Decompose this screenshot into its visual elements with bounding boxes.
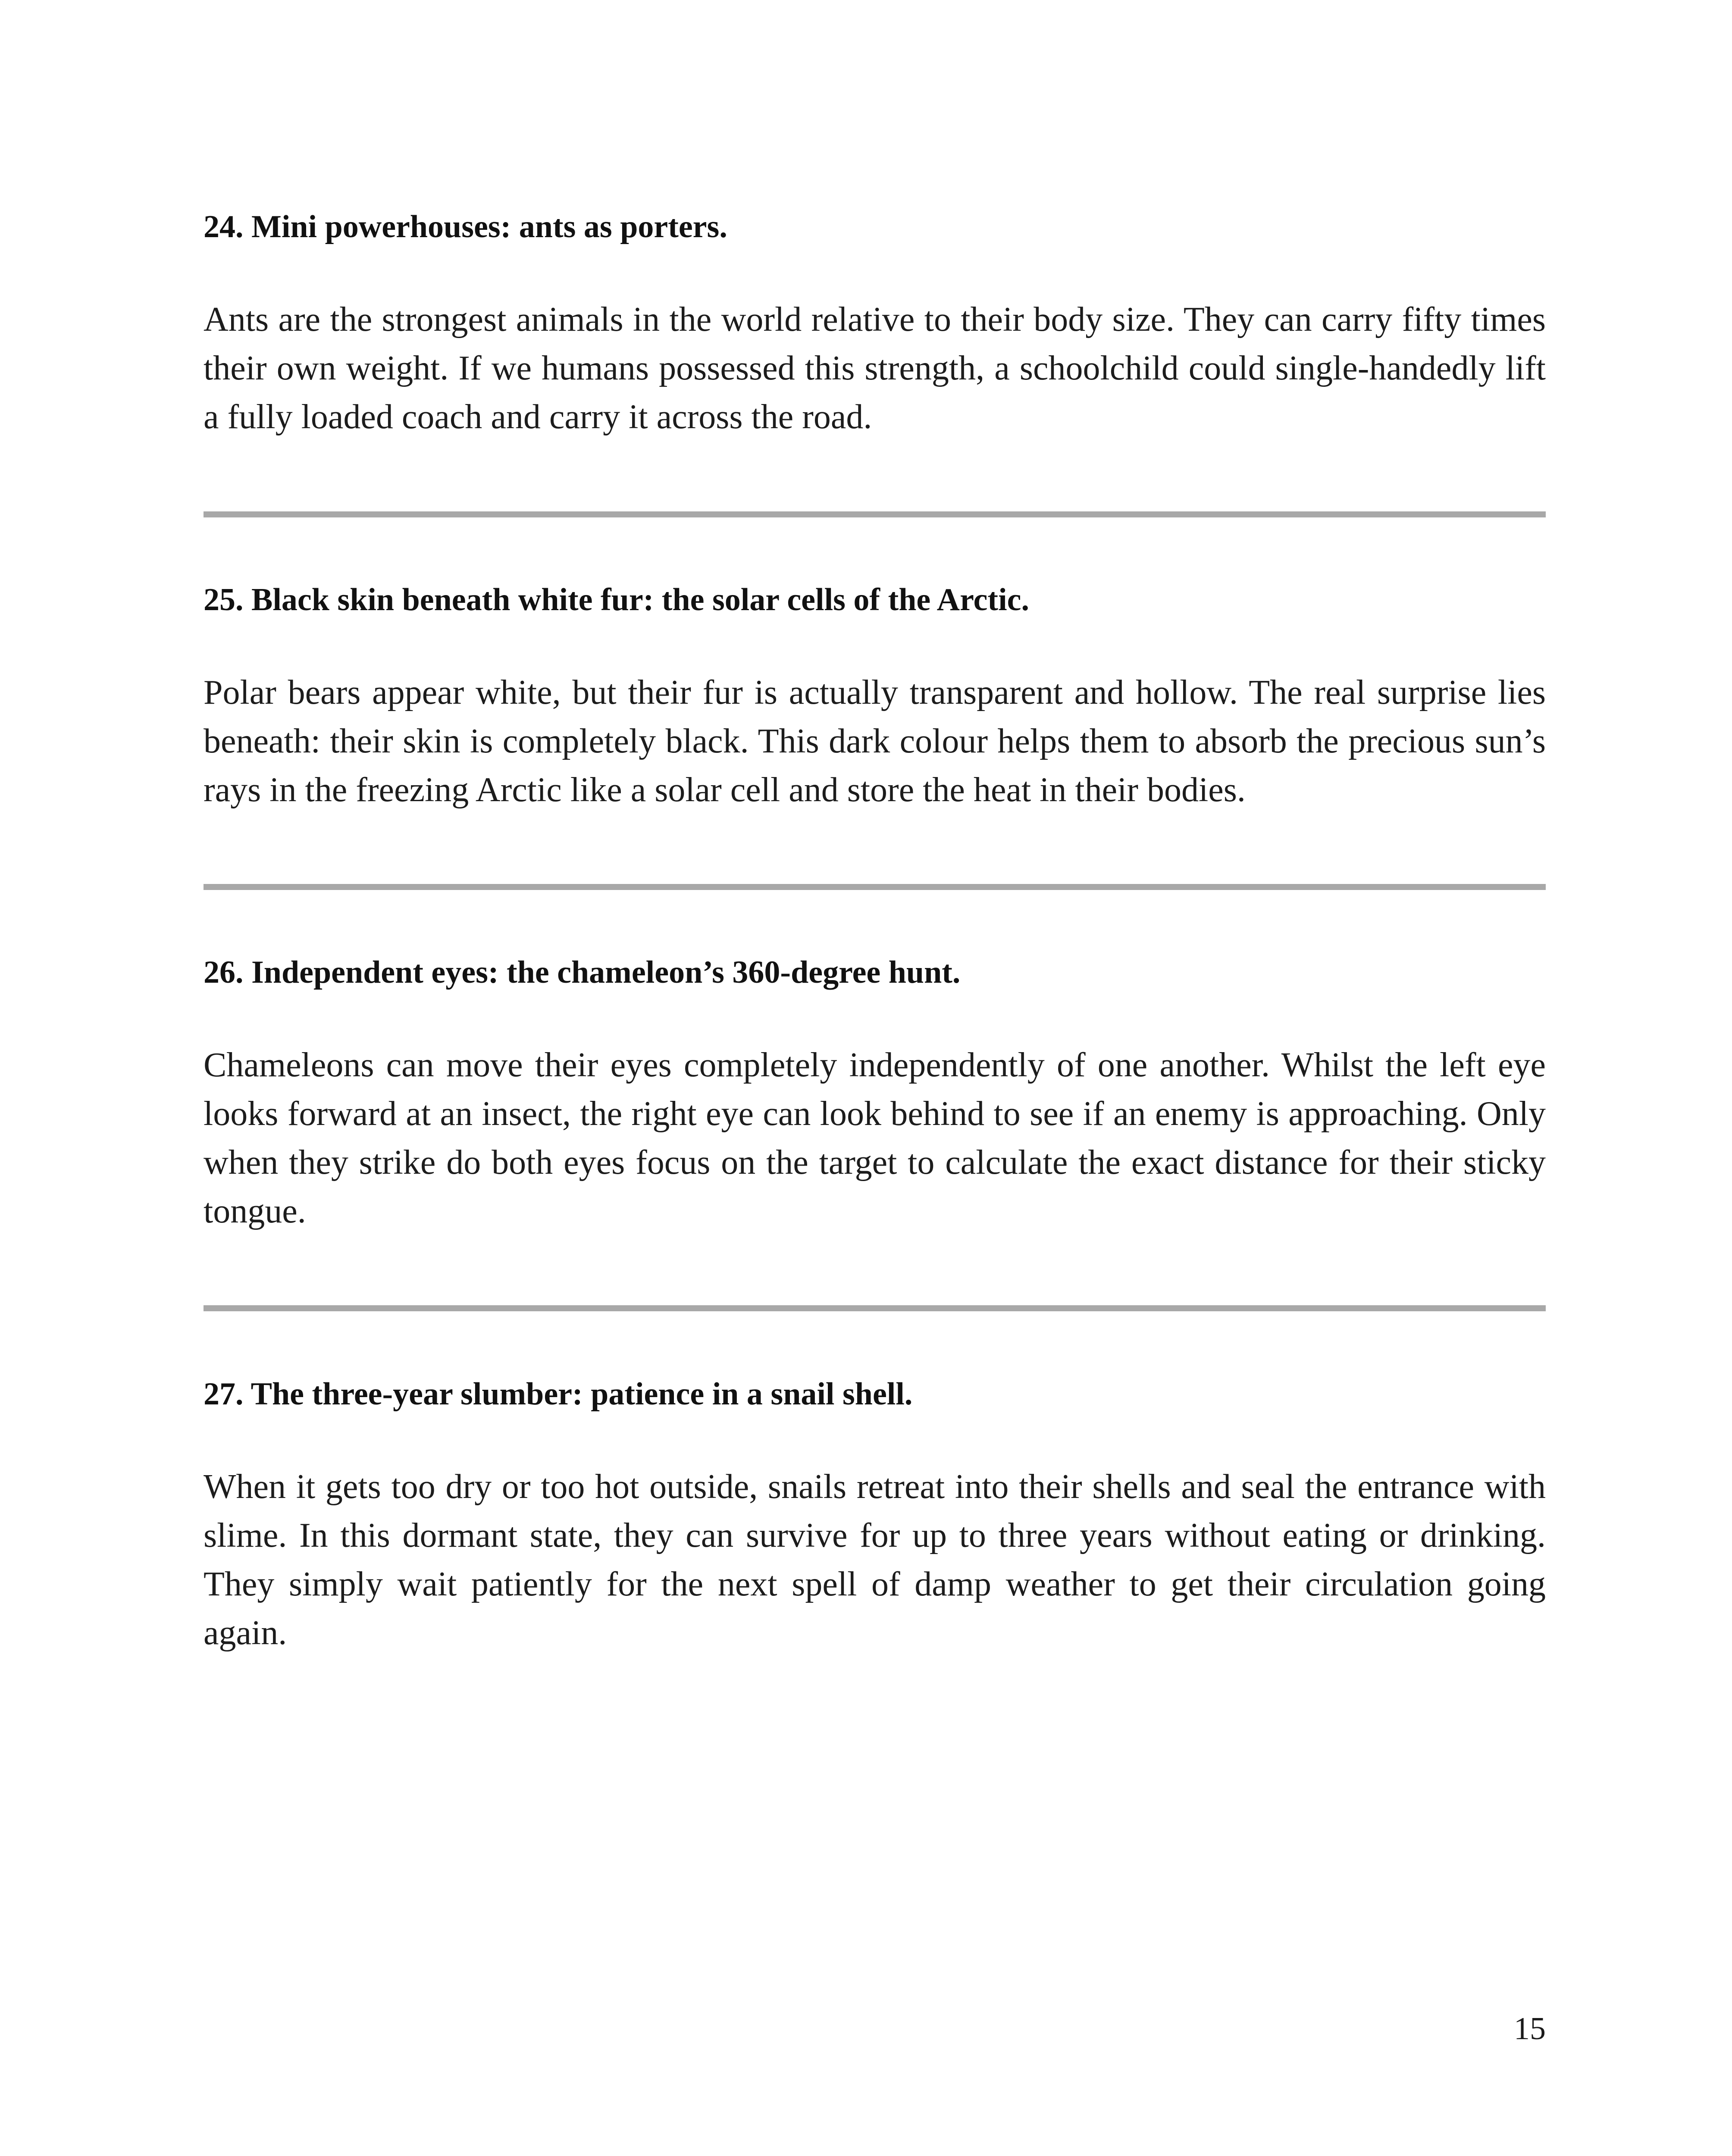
fact-heading: 25. Black skin beneath white fur: the solar cells of the Arctic. (204, 582, 1029, 617)
fact-body: Polar bears appear white, but their fur is actually transparent and hollow. The real surprise lies beneath: their skin is completely black. This dark colour helps them to absorb the precious sun’s rays in the freezing Arctic like a solar cell and store the heat in their bodies. (204, 674, 1546, 809)
fact-body: Ants are the strongest animals in the world relative to their body size. They can carry fifty times their own weight. If we humans possessed this strength, a schoolchild could single-handedly lift a fully loaded coach and carry it across the road. (204, 301, 1546, 436)
page-number: 15 (1514, 2011, 1546, 2046)
section-divider (204, 1305, 1546, 1311)
fact-heading: 24. Mini powerhouses: ants as porters. (204, 209, 727, 244)
section-divider (204, 884, 1546, 890)
fact-body: When it gets too dry or too hot outside, snails retreat into their shells and seal the entrance with slime. In this dormant state, they can survive for up to three years without eating or drinking. They simply wait patiently for the next spell of damp weather to get their circulation going again. (204, 1468, 1546, 1652)
section-divider (204, 511, 1546, 517)
fact-heading: 26. Independent eyes: the chameleon’s 360-degree hunt. (204, 955, 961, 990)
fact-body: Chameleons can move their eyes completely independently of one another. Whilst the left eye looks forward at an insect, the right eye can look behind to see if an enemy is approaching. Only when they strike do both eyes focus on the target to calculate the exact distance for their sticky tongue. (204, 1046, 1546, 1230)
fact-heading: 27. The three-year slumber: patience in a snail shell. (204, 1376, 913, 1412)
